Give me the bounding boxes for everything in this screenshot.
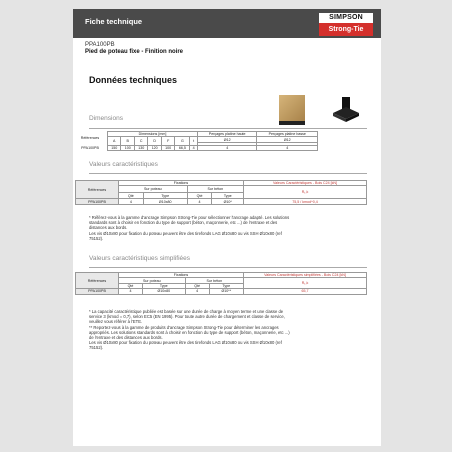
note-line: de l'entraxe et des distances aux bords. <box>89 335 163 341</box>
char-ref-header: Références <box>76 181 119 199</box>
char-row-type2: Ø10* <box>212 199 244 204</box>
divider <box>89 267 367 268</box>
simp-row-ref: PPA100PB <box>76 289 119 294</box>
characteristic-notes <box>89 215 359 241</box>
simp-row-value: 65,7 <box>244 289 367 294</box>
note-line: appropriés. Les solutions standards sont à choisir en fonction du type de support (béton, maçonnerie, etc ...) <box>89 329 290 335</box>
characteristic-heading: Valeurs caractéristiques <box>89 161 158 168</box>
char-row-ref: PPA100PB <box>76 199 119 204</box>
product-photo-post <box>279 95 305 125</box>
dimensions-table <box>73 131 318 151</box>
simp-ref-header: Références <box>76 273 119 289</box>
dim-hole-bottom: Ø12 <box>257 137 318 142</box>
product-code: PPA100PB <box>85 42 115 48</box>
char-fixations-header: Fixations <box>119 181 244 186</box>
char-type1-header: Type <box>143 192 187 199</box>
dim-ref-header: Références <box>80 136 100 141</box>
dim-val-c: 130 <box>134 145 147 150</box>
note-line: 75152). <box>89 235 104 241</box>
header-title: Fiche technique <box>85 17 143 26</box>
dim-col-b: B <box>121 137 134 145</box>
dim-col-g: G <box>175 137 190 145</box>
product-photo-bracket <box>331 95 361 125</box>
note-line: service 3 (kmod = 0,7), selon EC5 (EN 1995). Pour toute autre durée de chargement et classe de service, <box>89 314 285 320</box>
simp-type2-header: Type <box>209 283 243 288</box>
char-qte1-header: Qté <box>119 192 144 199</box>
char-row-value: 75,5 / kmod^0,4 <box>244 199 367 204</box>
dim-val-a: 150 <box>108 145 121 150</box>
simp-fixations-header: Fixations <box>119 273 244 278</box>
simp-type1-header: Type <box>143 283 186 288</box>
brand-logo <box>319 13 373 36</box>
dim-val-d: 120 <box>148 145 161 150</box>
dim-val-f: 100 <box>161 145 174 150</box>
note-line: * Référez-vous à la gamme d'ancrage Simpson Strong-Tie pour sélectionner l'ancrage adapté. Les solutions <box>89 215 290 220</box>
logo-bottom-text: Strong-Tie <box>319 23 373 36</box>
note-line: ** Reportez-vous à la gamme de produits d'ancrage Simpson Strong-Tie pour déterminer les ancrages <box>89 324 279 330</box>
char-qte2-header: Qté <box>187 192 212 199</box>
simp-row-qte2: 4 <box>185 289 209 294</box>
char-row-qte2: 4 <box>187 199 212 204</box>
dim-val-top: 4 <box>197 145 257 150</box>
dim-col-f: F <box>161 137 174 145</box>
dim-row-ref: PPA100PB <box>81 145 99 150</box>
dim-val-bottom: 4 <box>257 145 318 150</box>
simplified-notes <box>89 309 359 351</box>
divider <box>89 173 367 174</box>
simp-values-header: Valeurs Caractéristiques simplifiées - Bois C24 [kN] <box>244 273 367 278</box>
simp-qte2-header: Qté <box>185 283 209 288</box>
dim-group-header: Dimensions [mm] <box>108 132 198 137</box>
dimensions-heading: Dimensions <box>89 115 123 122</box>
simp-concrete-header: Sur béton <box>185 278 243 283</box>
logo-top-text: SIMPSON <box>319 13 373 23</box>
note-line: Les vis Ø10x80 pour fixation du poteau peuvent être des tirefonds LAG Ø10x80 ou vis SSH Ø10x80 (ref <box>89 340 282 346</box>
dim-bottom-header: Perçages platine basse <box>257 132 318 137</box>
note-line: distances aux bords. <box>89 225 128 231</box>
simp-qte1-header: Qté <box>119 283 143 288</box>
simp-row-type1: Ø10x80 <box>143 289 186 294</box>
characteristic-table <box>75 180 367 205</box>
dim-col-c: C <box>134 137 147 145</box>
simp-symbol: R₁,k <box>244 278 367 289</box>
dim-hole-top: Ø12 <box>197 137 257 142</box>
header-bar <box>73 9 381 38</box>
note-line: standards sont à choisir en fonction du type de support (béton, maçonnerie, etc ...) de l'entraxe et des <box>89 220 278 226</box>
dim-top-header: Perçages platine haute <box>197 132 257 137</box>
note-line: * La capacité caractéristique publiée est basée sur une durée de charge à moyen terme et une classe de <box>89 309 284 314</box>
dim-col-t: t <box>190 137 197 145</box>
char-type2-header: Type <box>212 192 244 199</box>
simp-row-type2: Ø10** <box>209 289 243 294</box>
dim-col-a: A <box>108 137 121 145</box>
product-subtitle: Pied de poteau fixe - Finition noire <box>85 49 184 55</box>
char-row-type1: Ø10x80 <box>143 199 187 204</box>
dim-val-g: 66,5 <box>175 145 190 150</box>
simplified-heading: Valeurs caractéristiques simplifiées <box>89 255 191 262</box>
section-title: Données techniques <box>89 75 178 85</box>
dim-col-d: D <box>148 137 161 145</box>
dim-val-b: 100 <box>121 145 134 150</box>
simp-row-qte1: 4 <box>119 289 143 294</box>
dim-val-t: 4 <box>190 145 197 150</box>
note-line: Les vis Ø10x80 pour fixation du poteau peuvent être des tirefonds LAG Ø10x80 ou vis SSH Ø10x80 (ref <box>89 230 282 236</box>
simplified-table <box>75 272 367 295</box>
char-post-header: Sur poteau <box>119 186 188 193</box>
divider <box>89 128 367 129</box>
char-concrete-header: Sur béton <box>187 186 243 193</box>
simp-post-header: Sur poteau <box>119 278 186 283</box>
char-values-header: Valeurs Caractéristiques - Bois C24 [kN] <box>244 181 367 186</box>
char-row-qte1: 4 <box>119 199 144 204</box>
document-page <box>73 9 381 446</box>
note-line: veuillez vous référer à l'ETE. <box>89 319 143 325</box>
char-symbol: R₁,k <box>244 186 367 199</box>
note-line: 75152). <box>89 345 104 351</box>
